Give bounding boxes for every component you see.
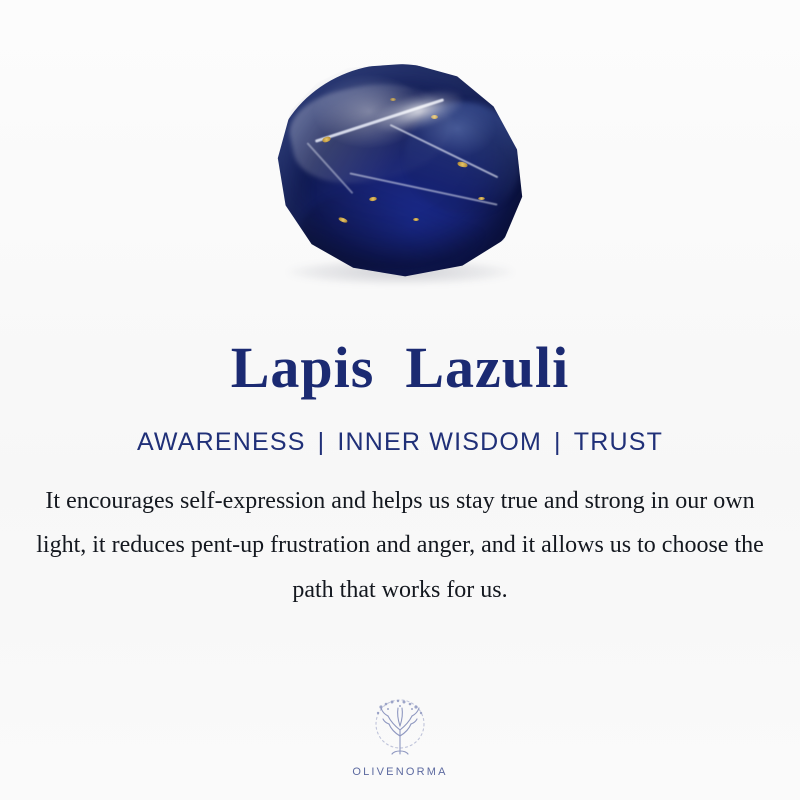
keyword-separator: | bbox=[554, 427, 562, 456]
stone-image-area bbox=[0, 0, 800, 330]
brand-logo bbox=[0, 696, 800, 778]
keyword-trust: TRUST bbox=[573, 427, 664, 456]
keyword-separator: | bbox=[317, 427, 326, 456]
keyword-list bbox=[135, 428, 665, 457]
brand-name: OLIVENORMA bbox=[352, 766, 448, 778]
stone-body bbox=[270, 64, 530, 279]
pyrite-fleck bbox=[478, 197, 485, 200]
tree-of-life-icon bbox=[364, 696, 436, 764]
description-text: It encourages self-expression and helps us stay true and strong in our own light, it reduces pent-up frustration and anger, and it allows us to choose the path that works for us. bbox=[36, 487, 764, 603]
lapis-lazuli-stone-image bbox=[270, 64, 530, 279]
page-title: Lapis Lazuli bbox=[230, 335, 570, 400]
keyword-awareness: AWARENESS bbox=[136, 427, 306, 456]
keyword-inner-wisdom: INNER WISDOM bbox=[337, 427, 543, 456]
